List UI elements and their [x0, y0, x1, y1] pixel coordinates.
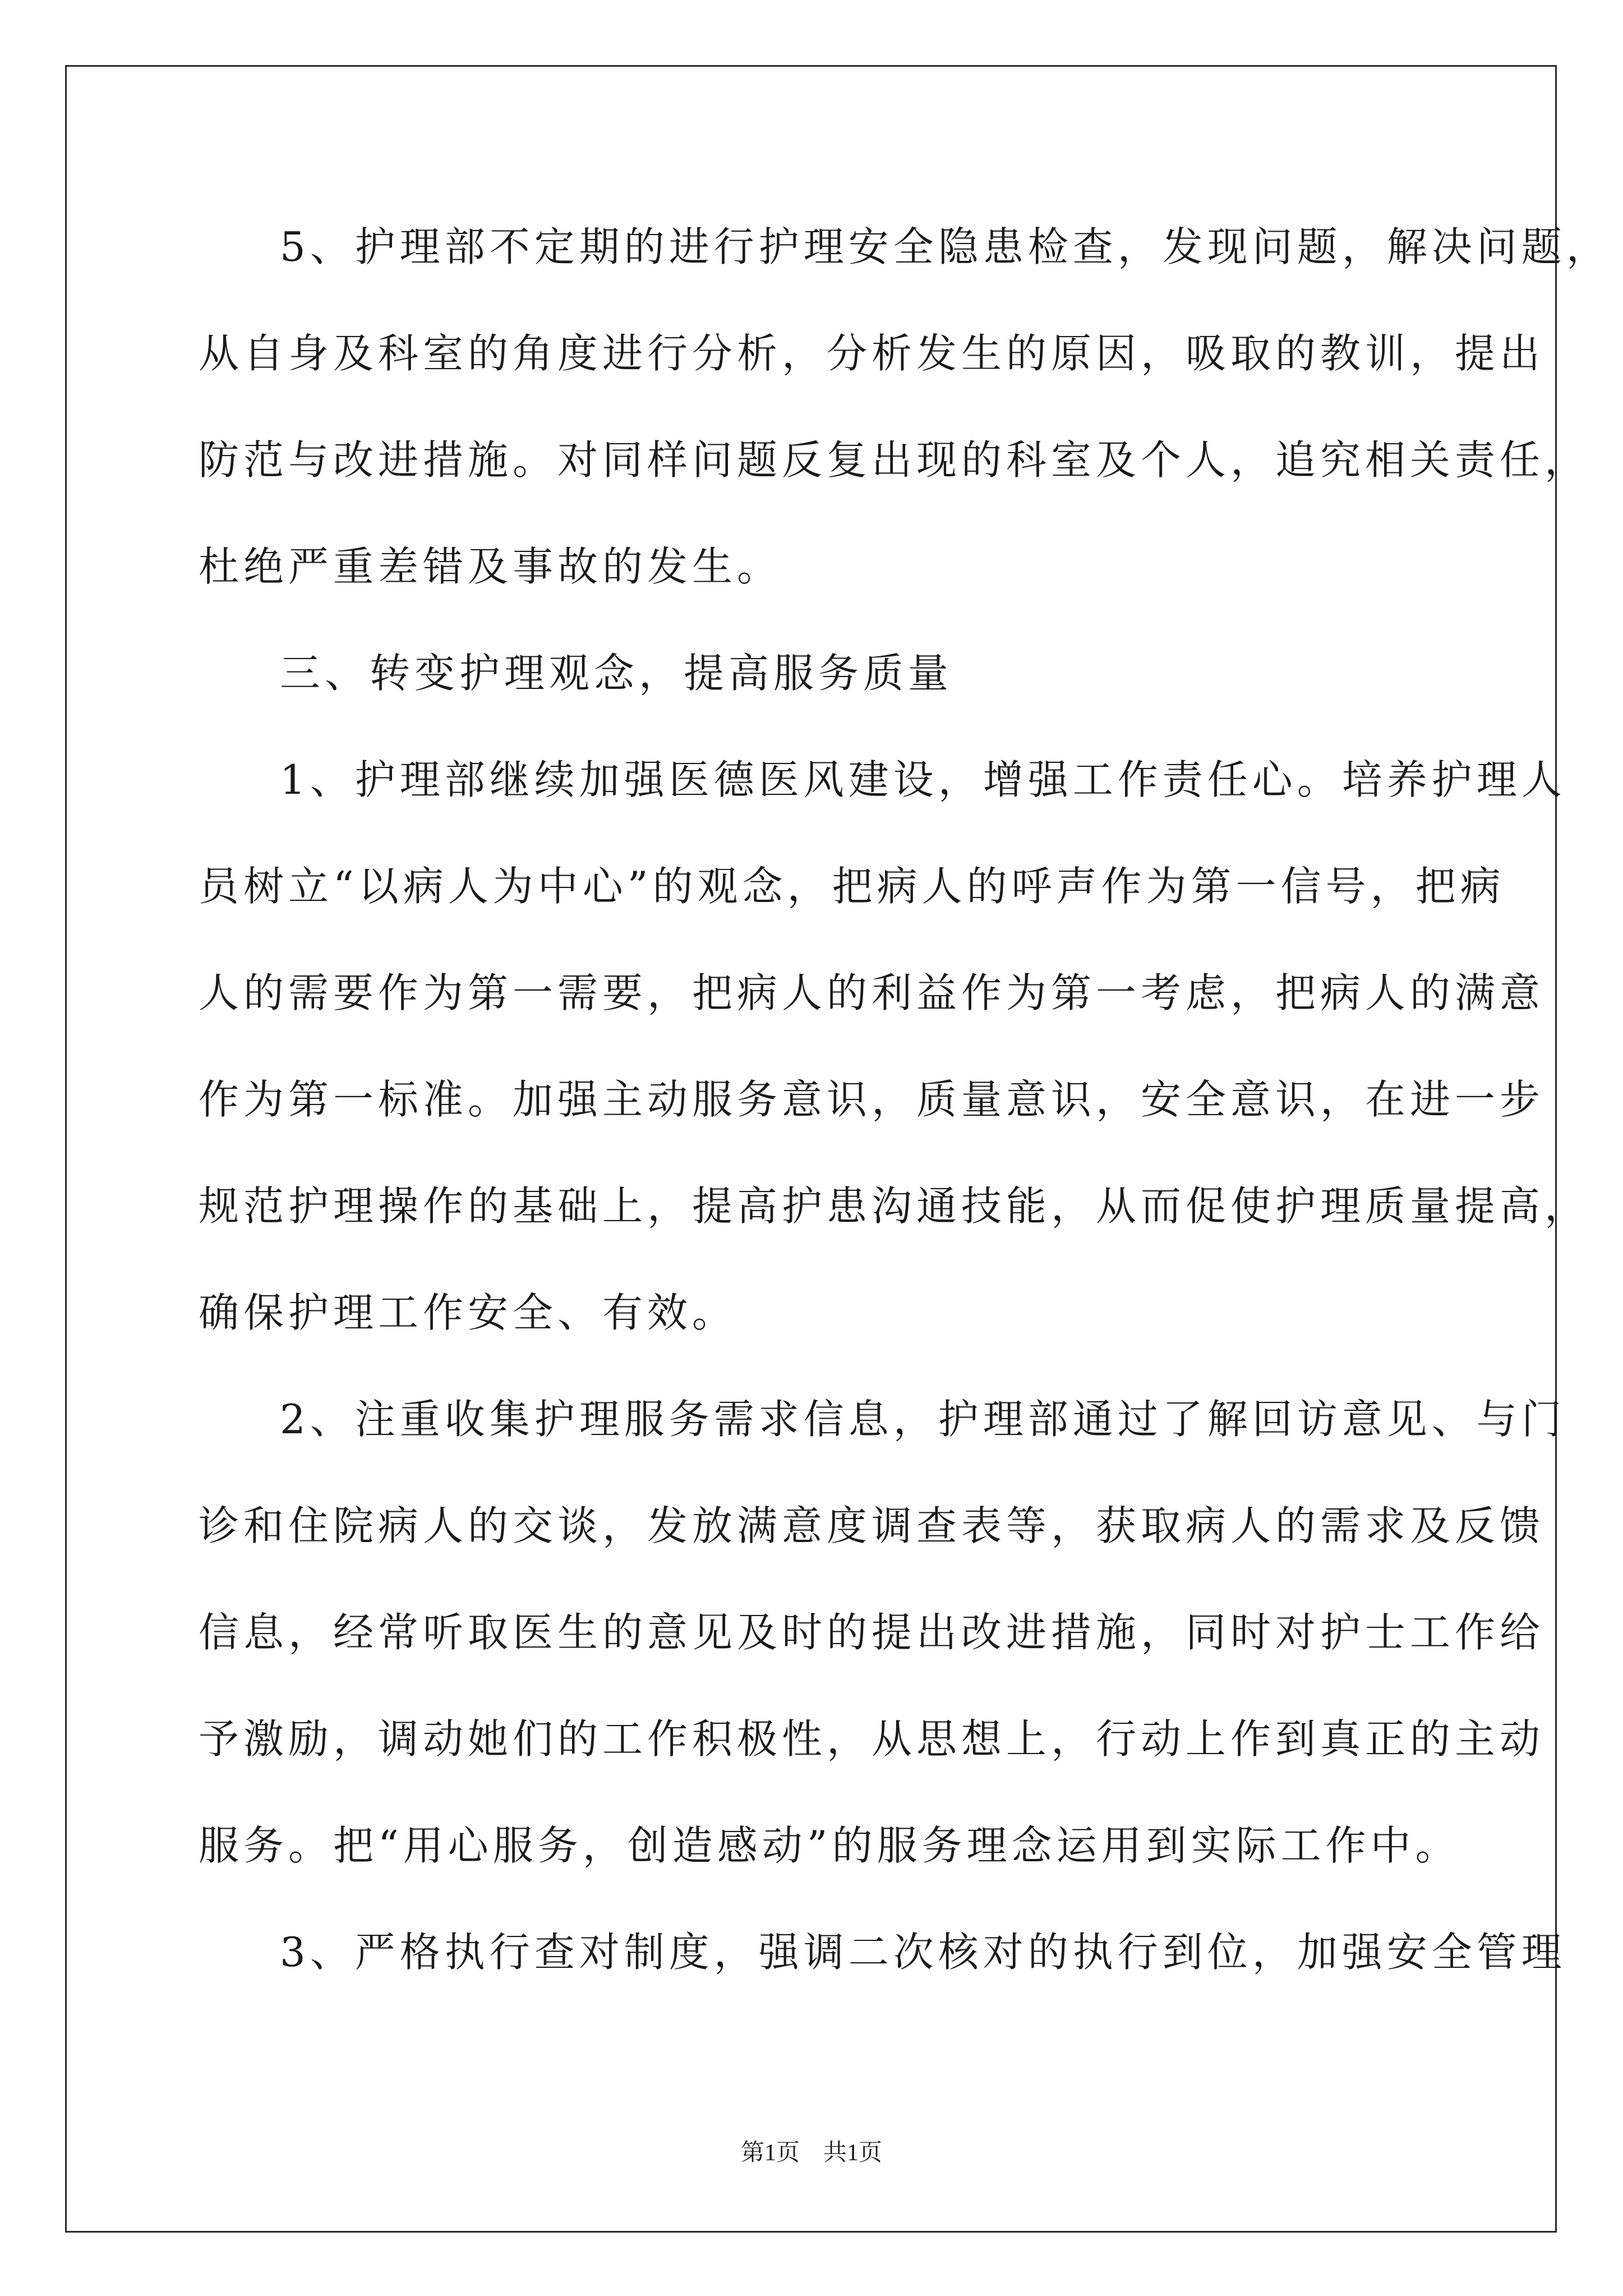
text-line: 1、护理部继续加强医德医风建设，增强工作责任心。培养护理人 — [280, 756, 1566, 803]
text-line: 5、护理部不定期的进行护理安全隐患检查，发现问题，解决问题， — [280, 223, 1611, 270]
text-line: 信息，经常听取医生的意见及时的提出改进措施，同时对护士工作给 — [199, 1609, 1545, 1656]
text-line: 作为第一标准。加强主动服务意识，质量意识，安全意识，在进一步 — [199, 1076, 1545, 1123]
text-line: 杜绝严重差错及事故的发生。 — [199, 543, 782, 590]
text-line: 服务。把“用心服务，创造感动”的服务理念运用到实际工作中。 — [199, 1822, 1460, 1869]
page-number-footer: 第1页 共1页 — [740, 2140, 882, 2166]
text-line: 防范与改进措施。对同样问题反复出现的科室及个人，追究相关责任， — [199, 436, 1590, 484]
text-line: 规范护理操作的基础上，提高护患沟通技能，从而促使护理质量提高， — [199, 1182, 1590, 1230]
text-line: 从自身及科室的角度进行分析，分析发生的原因，吸取的教训，提出 — [199, 330, 1545, 377]
text-line: 2、注重收集护理服务需求信息，护理部通过了解回访意见、与门 — [280, 1396, 1566, 1443]
text-line: 人的需要作为第一需要，把病人的利益作为第一考虑，把病人的满意 — [199, 969, 1545, 1016]
text-line: 员树立“以病人为中心”的观念，把病人的呼声作为第一信号，把病 — [199, 863, 1505, 910]
page-border — [65, 65, 1557, 2233]
text-line: 诊和住院病人的交谈，发放满意度调查表等，获取病人的需求及反馈 — [199, 1502, 1545, 1549]
text-line: 予激励，调动她们的工作积极性，从思想上，行动上作到真正的主动 — [199, 1715, 1545, 1763]
text-line: 3、严格执行查对制度，强调二次核对的执行到位，加强安全管理 — [280, 1929, 1566, 1976]
section-heading: 三、转变护理观念，提高服务质量 — [280, 650, 953, 697]
text-line: 确保护理工作安全、有效。 — [199, 1289, 737, 1336]
